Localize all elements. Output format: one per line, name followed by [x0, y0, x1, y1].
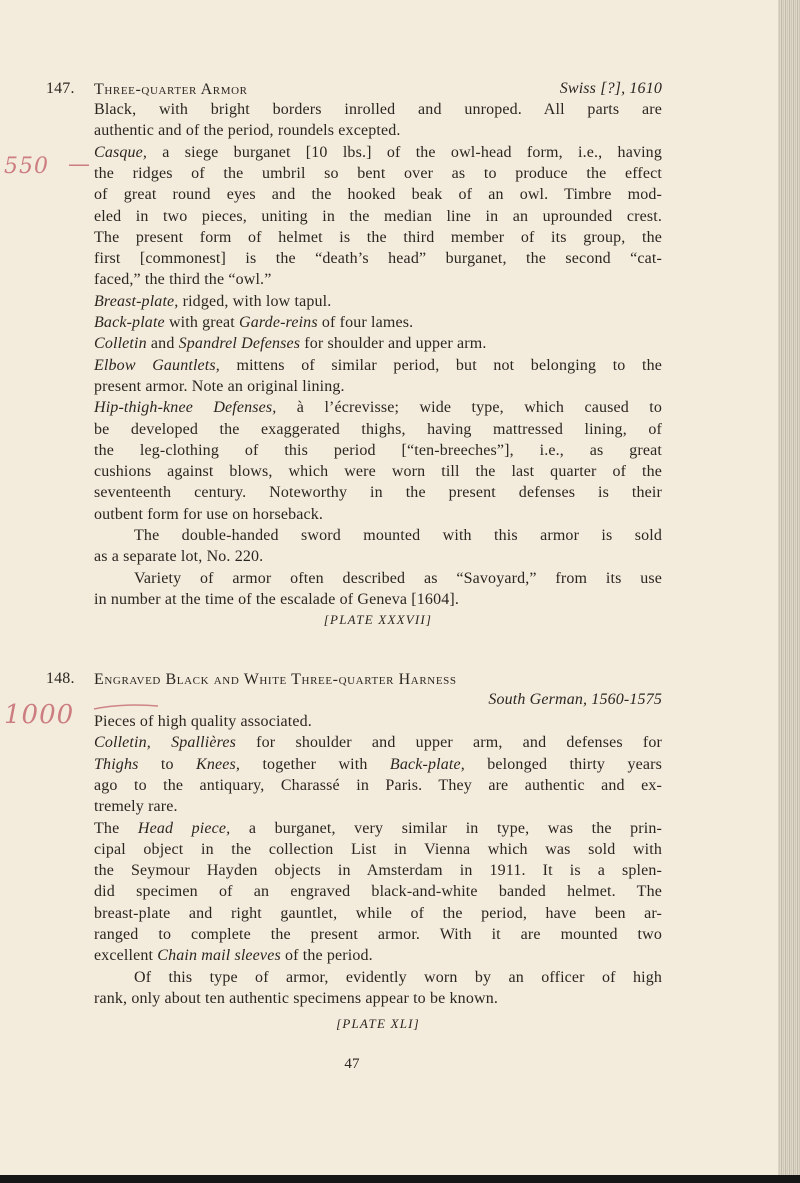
text-run: Variety of armor often described as “Savoyard,” from its use	[134, 569, 662, 587]
text-run: Pieces of high quality associated.	[94, 713, 312, 730]
text-line	[94, 925, 662, 945]
lot-title: Three-quarter Armor	[94, 81, 248, 98]
text-run: a burganet, very similar in type, was the prin-	[230, 819, 663, 837]
italic-term: Chain mail sleeves	[157, 947, 281, 965]
text-run: Of this type of armor, evidently worn by an officer of high	[134, 968, 662, 986]
plate-reference: [PLATE XXXVII]	[323, 612, 433, 627]
text-run: for shoulder and upper arm, and defenses for	[235, 734, 662, 752]
text-line	[94, 882, 662, 902]
text-run: excellent	[94, 947, 158, 965]
text-line	[94, 185, 662, 205]
text-line	[94, 462, 662, 482]
text-run: outbent form for use on horseback.	[94, 505, 324, 523]
text-line	[94, 989, 498, 1009]
italic-term: Casque,	[94, 143, 148, 161]
handwritten-price: 1000	[4, 700, 75, 730]
plate-reference: [PLATE XLI]	[336, 1016, 420, 1031]
italic-term: Thighs	[94, 755, 139, 773]
text-run: the ridges of the umbril so bent over as to produce the effect	[94, 164, 662, 182]
text-line	[94, 356, 662, 376]
text-line	[94, 840, 662, 860]
text-line	[94, 861, 662, 881]
text-run: The double-handed sword mounted with this armor is sold	[134, 527, 662, 544]
handwritten-stroke	[92, 700, 162, 712]
text-run: as a separate lot, No. 220.	[94, 548, 264, 566]
text-line	[94, 904, 662, 924]
italic-term: Head piece,	[137, 819, 231, 837]
text-line	[94, 100, 662, 120]
text-run: ago to the antiquary, Charassé in Paris. They are authentic and ex-	[94, 776, 662, 794]
lot-number: 147.	[46, 80, 75, 97]
text-line	[94, 398, 662, 418]
italic-term: Back-plate,	[389, 755, 465, 773]
text-run: of the period.	[280, 947, 373, 965]
text-run: rank, only about ten authentic specimens appear to be known.	[94, 989, 498, 1007]
text-run: faced,” the third the “owl.”	[94, 271, 272, 289]
text-line	[94, 819, 662, 839]
text-line	[94, 712, 312, 732]
text-line	[94, 420, 662, 440]
text-line	[94, 547, 263, 567]
text-run: eled in two pieces, uniting in the median line in an uprounded crest.	[94, 207, 662, 225]
text-run: The	[94, 819, 138, 837]
text-line	[134, 569, 662, 589]
text-line	[134, 526, 662, 546]
text-run: with great	[164, 314, 240, 331]
scan-border	[0, 1175, 800, 1183]
text-run: in number at the time of the escalade of Geneva [1604].	[94, 590, 459, 608]
text-run: cipal object in the collection List in Vienna which was sold with	[94, 840, 662, 858]
page-number: 47	[344, 1056, 360, 1072]
text-run: mittens of similar period, but not belonging to the	[219, 356, 662, 374]
text-run: the leg-clothing of this period [“ten-breeches”], i.e., as great	[94, 441, 662, 459]
text-run: breast-plate and right gauntlet, while of the period, have been ar-	[94, 904, 662, 922]
text-line	[94, 313, 413, 333]
text-line	[94, 164, 662, 184]
text-run: together with	[240, 755, 390, 773]
text-run: did specimen of an engraved black-and-white banded helmet. The	[94, 883, 662, 901]
italic-term: Colletin	[94, 335, 147, 353]
text-run: be developed the exaggerated thighs, having mattressed lining, of	[94, 420, 662, 438]
text-run: seventeenth century. Noteworthy in the present defenses is their	[94, 484, 662, 502]
text-line	[94, 143, 662, 163]
text-run: cushions against blows, which were worn till the last quarter of the	[94, 463, 662, 481]
text-line	[94, 946, 373, 966]
text-run: for shoulder and upper arm.	[300, 335, 487, 353]
text-line	[94, 377, 345, 397]
text-line	[94, 797, 178, 817]
text-run: first [commonest] is the “death’s head” burganet, the second “cat-	[94, 250, 662, 268]
text-run: ridged, with low tapul.	[178, 292, 332, 310]
lot-title: Engraved Black and White Three-quarter Harness	[94, 671, 457, 688]
text-line	[94, 733, 662, 753]
text-run: of great round eyes and the hooked beak of an owl. Timbre mod-	[94, 186, 662, 204]
text-line	[94, 334, 487, 354]
text-run: à l’écrevisse; wide type, which caused to	[276, 399, 662, 417]
lot-origin: South German, 1560-1575	[488, 691, 662, 708]
text-line	[94, 483, 662, 503]
text-line	[94, 776, 662, 796]
italic-term: Breast-plate,	[94, 292, 179, 310]
text-run: of four lames.	[317, 314, 414, 331]
text-line	[94, 207, 662, 227]
text-run: and	[146, 335, 179, 353]
italic-term: Garde-reins	[239, 314, 318, 331]
italic-term: Spandrel Defenses	[178, 335, 301, 353]
text-line	[94, 121, 401, 141]
italic-term: Hip-thigh-knee Defenses,	[94, 399, 277, 417]
text-run: authentic and of the period, roundels excepted.	[94, 122, 401, 140]
text-run: the Seymour Hayden objects in Amsterdam in 1911. It is a splen-	[94, 862, 662, 880]
text-run: tremely rare.	[94, 798, 178, 816]
text-line	[134, 968, 662, 988]
text-line	[94, 441, 662, 461]
italic-term: Knees,	[196, 755, 241, 773]
italic-term: Back-plate	[94, 314, 165, 331]
text-line	[94, 505, 323, 525]
text-run: belonged thirty years	[464, 755, 662, 773]
text-run: ranged to complete the present armor. With it are mounted two	[94, 926, 662, 943]
text-line	[94, 755, 662, 775]
text-line	[94, 292, 331, 312]
page-edge	[778, 0, 800, 1183]
text-run: a siege burganet [10 lbs.] of the owl-head form, i.e., having	[147, 143, 662, 161]
text-run: Black, with bright borders inrolled and unroped. All parts are	[94, 101, 662, 118]
italic-term: Colletin, Spallières	[94, 734, 236, 752]
italic-term: Elbow Gauntlets,	[94, 356, 220, 374]
text-line	[94, 228, 662, 248]
text-run: present armor. Note an original lining.	[94, 377, 345, 395]
lot-origin: Swiss [?], 1610	[559, 80, 662, 97]
handwritten-dash: —	[68, 152, 91, 177]
text-line	[94, 270, 271, 290]
text-run: The present form of helmet is the third member of its group, the	[94, 228, 662, 246]
text-run: to	[138, 755, 197, 773]
lot-number: 148.	[46, 670, 75, 687]
handwritten-price: 550	[4, 154, 49, 179]
text-line	[94, 590, 459, 610]
text-line	[94, 249, 662, 269]
